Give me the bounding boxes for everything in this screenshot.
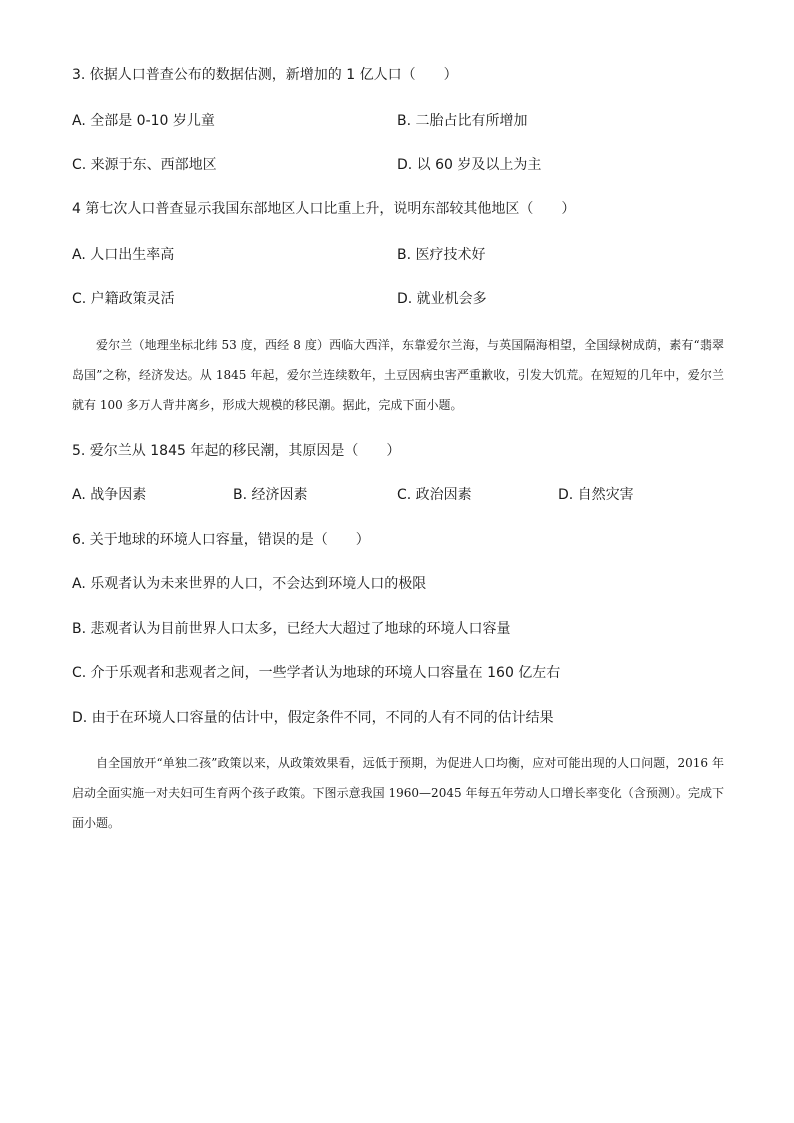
question-6-option-a: A. 乐观者认为未来世界的人口，不会达到环境人口的极限 (72, 576, 427, 592)
question-5-option-d: D. 自然灾害 (558, 487, 634, 503)
question-3-option-a: A. 全部是 0-10 岁儿童 (72, 113, 215, 129)
question-3-option-d: D. 以 60 岁及以上为主 (397, 157, 542, 173)
question-5-option-b: B. 经济因素 (233, 487, 308, 503)
question-5-option-a: A. 战争因素 (72, 487, 147, 503)
reading-passage-ireland: 爱尔兰（地理坐标北纬 53 度，西经 8 度）西临大西洋，东靠爱尔兰海，与英国隔海相望，全国绿树成荫，素有“翡翠岛国”之称，经济发达。从 1845 年起，爱尔兰连续数年，土豆因病虫害严重歉收，引发大饥荒。在短短的几年中，爱尔兰就有 100 多万人背井离乡，形成大规模的移民潮。据此，完成下面小题。 (72, 338, 724, 412)
question-4-option-b: B. 医疗技术好 (397, 247, 486, 263)
reading-passage-two-child-policy: 自全国放开“单独二孩”政策以来，从政策效果看，远低于预期，为促进人口均衡，应对可能出现的人口问题，2016 年启动全面实施一对夫妇可生育两个孩子政策。下图示意我国 1960—2045 年每五年劳动人口增长率变化（含预测）。完成下面小题。 (72, 756, 724, 830)
question-6-option-c: C. 介于乐观者和悲观者之间，一些学者认为地球的环境人口容量在 160 亿左右 (72, 665, 561, 681)
question-5-option-c: C. 政治因素 (397, 487, 472, 503)
question-4-option-d: D. 就业机会多 (397, 291, 487, 307)
question-4-option-c: C. 户籍政策灵活 (72, 291, 175, 307)
question-5-stem: 5. 爱尔兰从 1845 年起的移民潮，其原因是（ ） (72, 443, 401, 459)
question-3-option-b: B. 二胎占比有所增加 (397, 113, 528, 129)
question-3-option-c: C. 来源于东、西部地区 (72, 157, 217, 173)
question-6-option-b: B. 悲观者认为目前世界人口太多，已经大大超过了地球的环境人口容量 (72, 621, 511, 637)
question-3-stem: 3. 依据人口普查公布的数据估测，新增加的 1 亿人口（ ） (72, 67, 458, 83)
question-4-stem: 4 第七次人口普查显示我国东部地区人口比重上升，说明东部较其他地区（ ） (72, 201, 576, 217)
question-6-option-d: D. 由于在环境人口容量的估计中，假定条件不同，不同的人有不同的估计结果 (72, 710, 554, 726)
question-6-stem: 6. 关于地球的环境人口容量，错误的是（ ） (72, 532, 370, 548)
question-4-option-a: A. 人口出生率高 (72, 247, 175, 263)
